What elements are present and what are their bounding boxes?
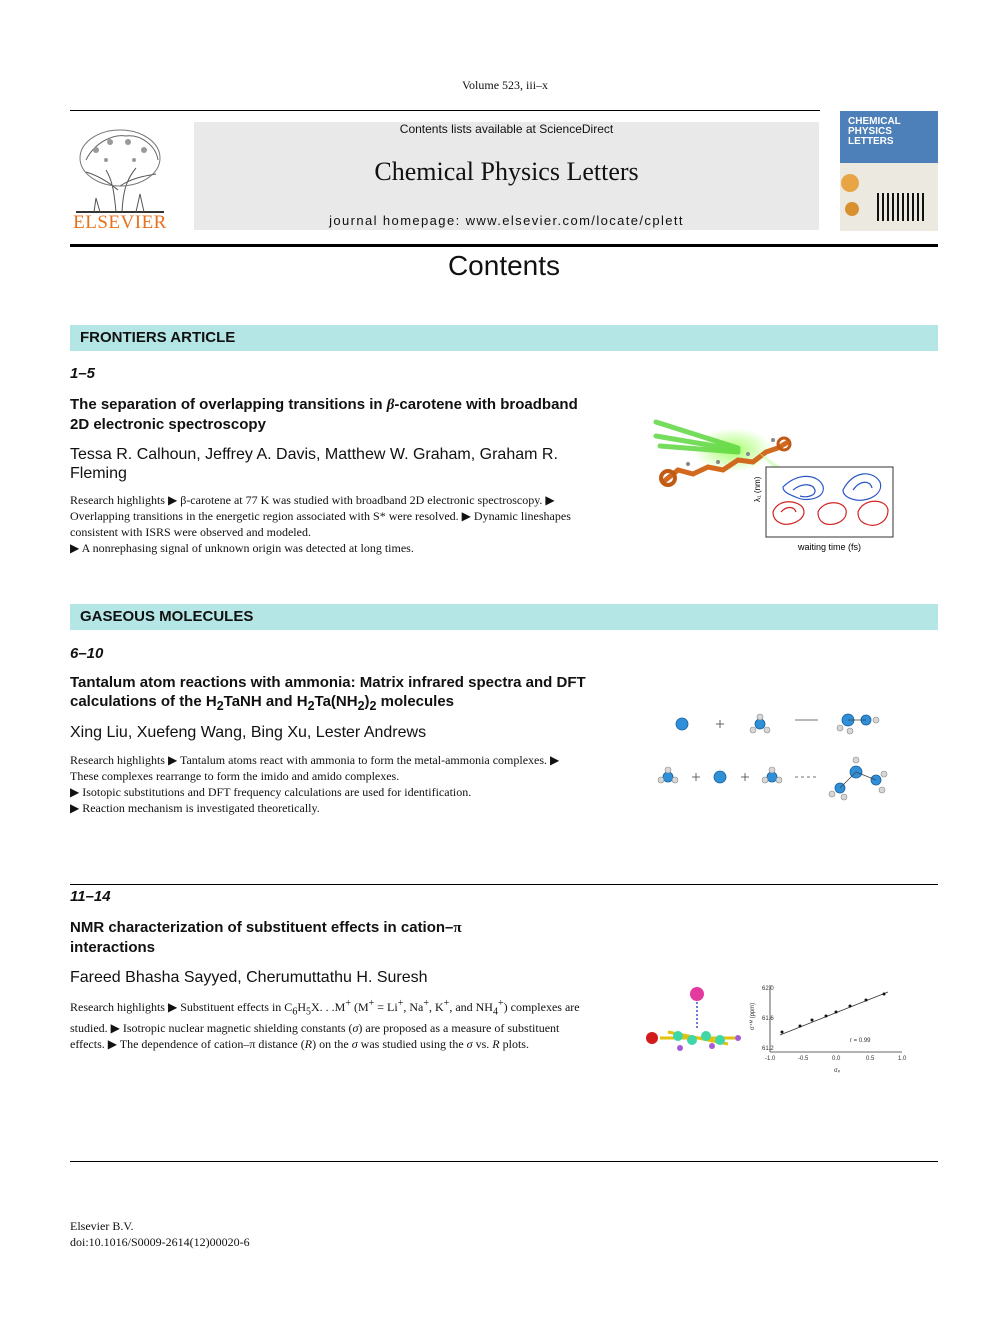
title-text: TaNH and H <box>223 693 308 710</box>
section-label: GASEOUS MOLECULES <box>80 608 254 625</box>
journal-cover-image <box>840 111 938 231</box>
svg-text:1.0: 1.0 <box>898 1056 907 1062</box>
highlight-item: ▶ These complexes rearrange to form the imido and amido complexes. <box>70 753 560 783</box>
svg-text:61.2: 61.2 <box>762 1046 774 1052</box>
highlight-item: ▶ A nonrephasing signal of unknown origin was detected at long times. <box>70 541 414 555</box>
figure-y-label: σ⁺ᴹ (ppm) <box>750 1002 756 1030</box>
footer-publisher: Elsevier B.V. <box>70 1219 134 1233</box>
section-label: FRONTIERS ARTICLE <box>80 329 236 346</box>
svg-text:62.0: 62.0 <box>762 986 774 992</box>
svg-text:-1.0: -1.0 <box>765 1056 776 1062</box>
figure-fit-label: r = 0.99 <box>850 1038 871 1044</box>
figure-y-label: λ₁ (nm) <box>753 476 762 502</box>
svg-text:0.5: 0.5 <box>866 1056 875 1062</box>
title-subscript: 2 <box>307 699 315 713</box>
article-title[interactable] <box>70 395 600 434</box>
journal-homepage-link[interactable]: journal homepage: www.elsevier.com/locate/cplett <box>329 213 684 228</box>
title-text: molecules <box>376 693 455 710</box>
title-text: The separation of overlapping transitions in <box>70 396 387 413</box>
title-text: interactions <box>70 939 156 956</box>
graphical-abstract-cation-pi <box>640 980 910 1080</box>
article-highlights <box>70 492 590 556</box>
article-pages: 1–5 <box>70 365 96 382</box>
footer-divider <box>70 1161 938 1162</box>
journal-title: Chemical Physics Letters <box>374 157 639 186</box>
header-bottom-rule <box>70 244 938 247</box>
highlight-item: ▶ Isotopic substitutions and DFT frequency calculations are used for identification. <box>70 785 472 799</box>
highlight-item: Research highlights ▶ β-carotene at 77 K was studied with broadband 2D electronic spectroscopy. <box>70 493 543 507</box>
title-symbol: β <box>386 397 395 413</box>
svg-text:61.6: 61.6 <box>762 1016 774 1022</box>
elsevier-wordmark: ELSEVIER <box>73 212 167 233</box>
page-title: Contents <box>447 250 561 281</box>
svg-text:-0.5: -0.5 <box>798 1056 809 1062</box>
graphical-abstract-2d-spectroscopy <box>648 412 904 560</box>
graphical-abstract-ta-nh3-reaction <box>650 700 900 810</box>
highlight-item: Research highlights ▶ Tantalum atoms react with ammonia to form the metal-ammonia complexes. <box>70 753 548 767</box>
figure-x-label: waiting time (fs) <box>798 542 862 552</box>
article-highlights: Research highlights ▶ Substituent effects in $C_6H_5X$. . .M+ (M+ = Li+, Na+, K+, and $NH_4^+$) complexes are studied. ▶ Isotropic nuclear magnetic shielding constants (σ) are proposed as a measure of substituent effects. ▶ The dependence of cation–π distance (R) on the σ was studied using the σ vs. R plots. <box>70 998 580 1052</box>
title-subscript: 2 <box>369 699 377 713</box>
article-divider <box>70 884 938 885</box>
footer-doi[interactable]: doi:10.1016/S0009-2614(12)00020-6 <box>70 1235 250 1249</box>
title-subscript: 2 <box>216 699 224 713</box>
title-symbol: π <box>453 920 462 936</box>
highlight-item: ▶ Reaction mechanism is investigated theoretically. <box>70 801 320 815</box>
article-authors: Xing Liu, Xuefeng Wang, Bing Xu, Lester Andrews <box>70 724 427 741</box>
volume-info: Volume 523, iii–x <box>461 78 549 92</box>
contents-available-line[interactable]: Contents lists available at ScienceDirect <box>399 122 614 136</box>
article-title[interactable] <box>70 918 600 957</box>
article-title[interactable] <box>70 673 600 716</box>
title-text: Tantalum atom reactions with ammonia: Matrix infrared spectra and DFT calculations of the H <box>70 674 586 710</box>
title-text: Ta(NH <box>314 693 358 710</box>
article-authors: Tessa R. Calhoun, Jeffrey A. Davis, Matthew W. Graham, Graham R. Fleming <box>70 446 558 482</box>
highlight-item: ▶ Overlapping transitions in the energetic region associated with S* were resolved. <box>70 493 555 523</box>
article-highlights <box>70 752 590 816</box>
figure-x-label: σₚ <box>834 1068 841 1074</box>
title-subscript: 2 <box>357 699 365 713</box>
article-pages: 11–14 <box>70 888 111 905</box>
title-text: ) <box>364 693 370 710</box>
svg-text:0.0: 0.0 <box>832 1056 841 1062</box>
title-text: NMR characterization of substituent effects in cation– <box>70 919 454 936</box>
highlight-item: ▶ Dynamic lineshapes consistent with ISRS were observed and modeled. <box>70 509 571 539</box>
cover-title: CHEMICAL PHYSICS LETTERS <box>848 116 901 147</box>
header-top-rule <box>70 110 820 111</box>
article-authors: Fareed Bhasha Sayyed, Cherumuttathu H. Suresh <box>70 969 428 986</box>
article-pages: 6–10 <box>70 645 104 662</box>
cover-artwork <box>840 163 938 231</box>
title-text: -carotene with broadband 2D electronic spectroscopy <box>70 396 578 433</box>
